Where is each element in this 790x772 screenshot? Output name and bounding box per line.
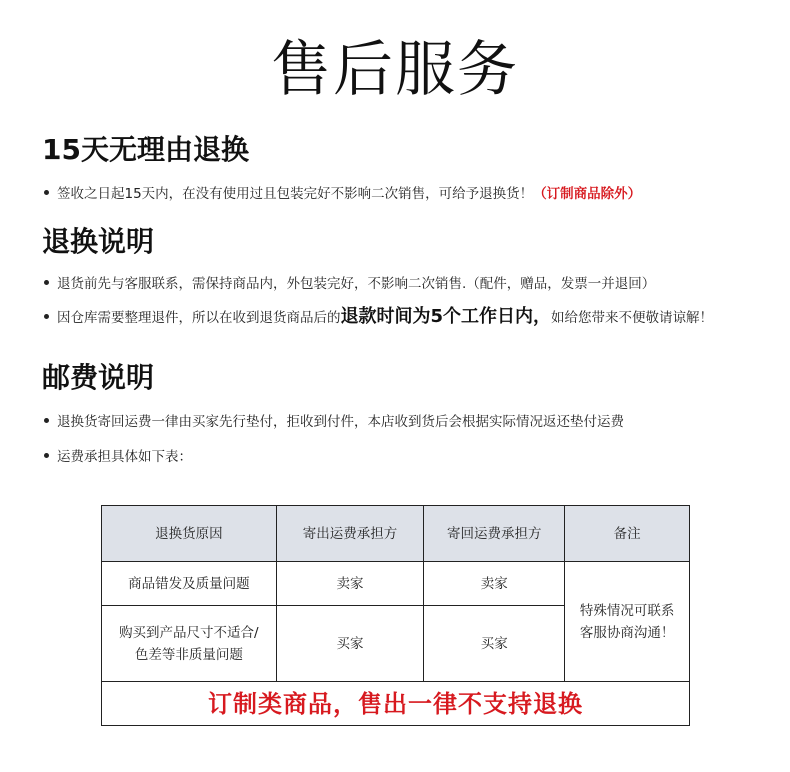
custom-exclusion-note: （订制商品除外） — [533, 186, 642, 202]
return-policy-heading: 15天无理由退换 — [42, 133, 249, 166]
page-title: 售后服务 — [271, 35, 519, 105]
shipping-notes-text-1: 退换货寄回运费一律由买家先行垫付，拒收到付件，本店收到货后会根据实际情况返还垫付运费 — [57, 414, 624, 430]
custom-goods-notice: 订制类商品，售出一律不支持退换 — [102, 682, 690, 726]
exchange-notes-text-2a: 因仓库需要整理退件，所以在收到退货商品后的 — [57, 310, 341, 326]
shipping-notes-text-2: 运费承担具体如下表： — [57, 449, 192, 465]
row-reason — [102, 606, 277, 682]
table-header-row — [102, 506, 690, 562]
remarks-line-1: 特殊情况可联系 — [579, 602, 675, 619]
shipping-notes-heading: 邮费说明 — [42, 361, 155, 394]
shipping-notes-line-2 — [44, 447, 192, 467]
row-reason: 商品错发及质量问题 — [102, 562, 277, 606]
table-footer-row — [102, 682, 690, 726]
bullet-dot — [44, 418, 49, 423]
exchange-notes-line-2 — [44, 307, 713, 328]
exchange-notes-line-1 — [44, 274, 655, 294]
shipping-fee-table — [101, 505, 690, 726]
row-return-cost: 买家 — [424, 606, 565, 682]
row-send-cost: 卖家 — [276, 562, 424, 606]
return-policy-line — [44, 184, 641, 204]
exchange-notes-heading: 退换说明 — [42, 225, 155, 258]
bullet-dot — [44, 453, 49, 458]
header-reason: 退换货原因 — [102, 506, 277, 562]
exchange-notes-text-2b: 如给您带来不便敬请谅解！ — [551, 310, 714, 326]
reason-line-1: 购买到产品尺寸不适合/ — [119, 624, 259, 641]
refund-time-highlight: 退款时间为5个工作日内， — [340, 306, 552, 327]
header-send-cost: 寄出运费承担方 — [276, 506, 424, 562]
exchange-notes-text-1: 退货前先与客服联系，需保持商品内，外包装完好，不影响二次销售.（配件，赠品，发票一并退回） — [57, 276, 656, 292]
row-return-cost: 卖家 — [424, 562, 565, 606]
bullet-dot — [44, 280, 49, 285]
remarks-line-2: 客服协商沟通！ — [579, 624, 675, 641]
shipping-notes-line-1 — [44, 412, 624, 432]
row-remarks — [565, 562, 690, 682]
table-row — [102, 562, 690, 606]
reason-line-2: 色差等非质量问题 — [134, 646, 243, 663]
header-return-cost: 寄回运费承担方 — [424, 506, 565, 562]
return-policy-text: 签收之日起15天内，在没有使用过且包装完好不影响二次销售，可给予退换货！ — [57, 186, 534, 202]
bullet-dot — [44, 314, 49, 319]
bullet-dot — [44, 190, 49, 195]
header-remarks: 备注 — [565, 506, 690, 562]
row-send-cost: 买家 — [276, 606, 424, 682]
